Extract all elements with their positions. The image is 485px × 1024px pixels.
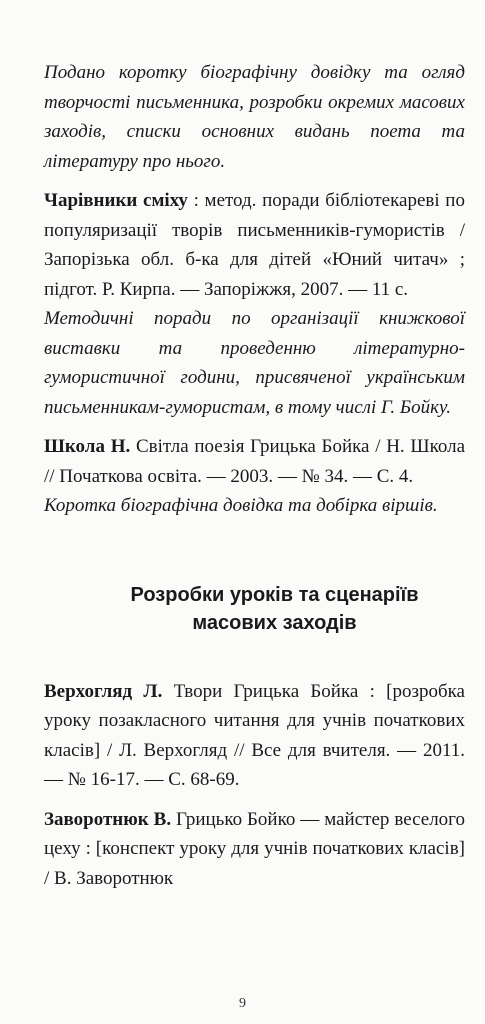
entry-body: Світла поезія Грицька Бойка / Н. Школа // Початкова освіта. — 2003. — № 34. — С. 4. bbox=[44, 436, 466, 487]
section-title-line-2: масових заходів bbox=[192, 611, 357, 634]
section-title-line-1: Розробки уроків та сценаріїв bbox=[130, 583, 419, 606]
entry-body: : метод. поради бібліотекареві по популяризації творів письменників-гумористів / Запорізька обл. б-ка для дітей «Юний читач» ; підгот. Р. Кирпа. — Запоріжжя, 2007. — 11 с. bbox=[44, 190, 465, 300]
annotation-3: Коротка біографічна довідка та добірка віршів. bbox=[44, 495, 438, 516]
bib-entry-zavorotniuk bbox=[44, 805, 465, 894]
entry-author: Верхогляд Л. bbox=[44, 680, 163, 702]
entry-author: Заворотнюк В. bbox=[44, 808, 172, 830]
entry-author: Школа Н. bbox=[44, 436, 131, 457]
annotation-1: Подано коротку біографічну довідку та огляд творчості письменника, розробки окремих масових заходів, списки основних видань поета та літературу про нього. bbox=[44, 62, 465, 172]
page-number: 9 bbox=[239, 996, 246, 1011]
section-title bbox=[44, 581, 465, 637]
bib-entry-shkola bbox=[44, 432, 465, 491]
bib-entry-charivnyky bbox=[44, 186, 465, 304]
annotation-2: Методичні поради по організації книжкової виставки та проведенню літературно-гумористичної години, присвяченої українським письменникам-гумористам, в тому числі Г. Бойку. bbox=[44, 308, 465, 418]
entry-body: Твори Грицька Бойка : [розробка уроку позакласного читання для учнів початкових класів] / Л. Верхогляд // Все для вчителя. — 2011. — № 16-17. — С. 68-69. bbox=[44, 680, 465, 790]
entry-body: Грицько Бойко — майстер веселого цеху : [конспект уроку для учнів початкових класів] / В. Заворотнюк bbox=[44, 808, 465, 889]
bib-entry-verkhohliad bbox=[44, 677, 465, 795]
entry-author: Чарівники сміху bbox=[44, 190, 188, 211]
